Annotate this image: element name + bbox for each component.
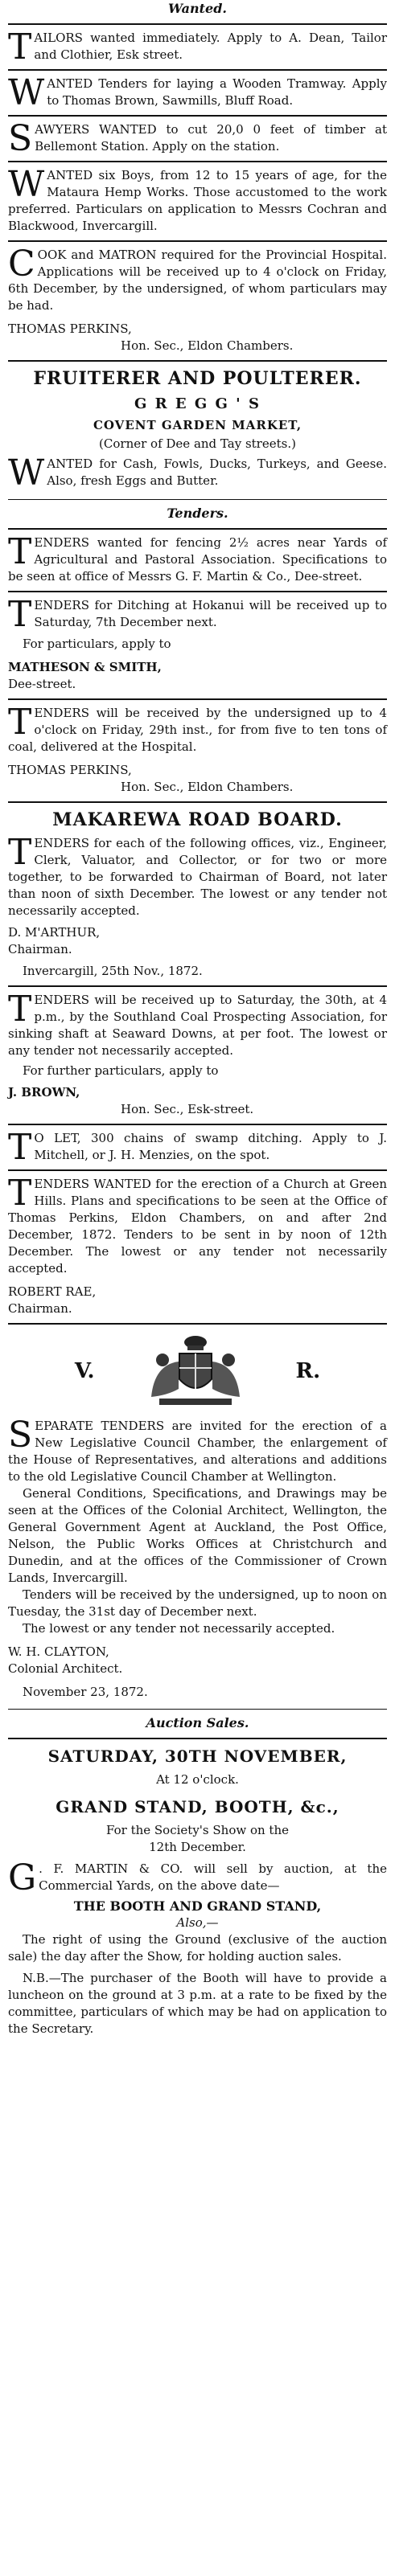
drop-cap: C — [8, 244, 35, 285]
gregg-name: G R E G G ' S — [134, 395, 261, 412]
crest-letter-r: R. — [295, 1358, 321, 1383]
ad-makarewa — [8, 808, 387, 980]
ad-coal-hospital — [8, 702, 387, 796]
ad-ditching — [8, 594, 387, 693]
ad-fencing — [8, 531, 387, 585]
ad-seaward-coal — [8, 989, 387, 1118]
ad-paragraph: General Conditions, Specifications, and Drawings may be seen at the Offices of the Colonial Architect, Wellington, the General Government Agent at Auckland, the Post Office, Nelson, the Public Works Offices at Christchurch and Dunedin, and at the offices of the Commissioner of Crown Lands, Invercargill. — [8, 1486, 387, 1585]
signature-name: ROBERT RAE, — [8, 1284, 97, 1299]
drop-cap: T — [8, 1173, 32, 1214]
gregg-market: COVENT GARDEN MARKET, — [93, 418, 302, 432]
divider — [8, 240, 387, 242]
signature-name: D. M'ARTHUR, — [8, 925, 101, 940]
drop-cap: T — [8, 27, 32, 68]
divider — [8, 1124, 387, 1125]
drop-cap: T — [8, 594, 32, 635]
wanted-heading: Wanted. — [168, 1, 227, 16]
ad-text: ENDERS for each of the following offices, viz., Engineer, Clerk, Valuator, and Collector, or for two or more together, to be forwarded to Chairman of Board, not later than noon of sixth December. The lowest or any tender not necessarily accepted. — [8, 836, 387, 918]
ad-cook-matron — [8, 244, 387, 354]
ad-text: AILORS wanted immediately. Apply to A. Dean, Tailor and Clothier, Esk street. — [34, 31, 387, 62]
divider — [8, 591, 387, 592]
signature-title: Hon. Sec., Eldon Chambers. — [121, 780, 294, 794]
signature-title: Hon. Sec., Esk-street. — [121, 1102, 254, 1116]
divider — [8, 115, 387, 117]
divider — [8, 69, 387, 71]
drop-cap: W — [8, 164, 45, 205]
divider — [8, 698, 387, 700]
signature-title: Chairman. — [8, 942, 72, 956]
ad-to-let — [8, 1127, 387, 1168]
ad-text: ENDERS wanted for fencing 2½ acres near Yards of Agricultural and Pastoral Association. Specifications to be seen at office of Messrs G. F. Martin & Co., Dee-street. — [8, 535, 387, 584]
ad-text: EPARATE TENDERS are invited for the erection of a New Legislative Council Chamber, the enlargement of the House of Representatives, and alterations and additions to the old Legislative Council Chamber at Wellington. — [8, 1419, 387, 1484]
auction-title: GRAND STAND, BOOTH, &c., — [56, 1797, 339, 1816]
signature-name: W. H. CLAYTON, — [8, 1644, 109, 1659]
auction-also: Also,— — [176, 1915, 219, 1930]
ad-paragraph: N.B.—The purchaser of the Booth will have to provide a luncheon on the ground at 3 p.m. at a rate to be fixed by the committee, particulars of which may be had on application to the Secretary. — [8, 1971, 387, 2036]
drop-cap: T — [8, 832, 32, 873]
dateline: November 23, 1872. — [23, 1685, 148, 1699]
divider — [8, 985, 387, 987]
ad-tramway — [8, 72, 387, 113]
ad-text: ANTED Tenders for laying a Wooden Tramway. Apply to Thomas Brown, Sawmills, Bluff Road. — [47, 76, 387, 108]
drop-cap: S — [8, 118, 33, 159]
tenders-heading: Tenders. — [167, 506, 228, 521]
ad-paragraph: Tenders will be received by the undersigned, up to noon on Tuesday, the 31st day of December next. — [8, 1587, 387, 1619]
drop-cap: T — [8, 989, 32, 1030]
ad-text: ANTED six Boys, from 12 to 15 years of age, for the Mataura Hemp Works. Those accustomed to the work preferred. Particulars on application to Messrs Cochran and Blackwood, Invercargill. — [8, 168, 387, 233]
divider — [8, 1738, 387, 1739]
drop-cap: S — [8, 1415, 33, 1456]
gregg-title: FRUITERER AND POULTERER. — [33, 368, 362, 389]
gregg-corner: (Corner of Dee and Tay streets.) — [99, 436, 296, 451]
ad-text: ENDERS WANTED for the erection of a Church at Green Hills. Plans and specifications to be seen at the Office of Thomas Perkins, Eldon Chambers, on and after 2nd December, 1872. Tenders to be sent in by noon of 12th December. The lowest or any tender not necessarily accepted. — [8, 1177, 387, 1276]
ad-text: . F. MARTIN & CO. will sell by auction, at the Commercial Yards, on the above date— — [39, 1861, 387, 1893]
ad-text: ENDERS will be received up to Saturday, the 30th, at 4 p.m., by the Southland Coal Prospecting Association, for sinking shaft at Seaward Downs, at per foot. The lowest or any tender not necessarily accepted. — [8, 993, 387, 1058]
signature-title: Chairman. — [8, 1301, 72, 1316]
ad-church — [8, 1173, 387, 1317]
drop-cap: T — [8, 702, 32, 743]
ad-tailors — [8, 27, 387, 68]
auction-date: SATURDAY, 30TH NOVEMBER, — [47, 1747, 348, 1766]
crest-letter-v: V. — [74, 1358, 95, 1383]
divider — [8, 1169, 387, 1171]
ad-auction-grandstand — [8, 1744, 387, 2037]
auction-time: At 12 o'clock. — [156, 1772, 239, 1787]
drop-cap: T — [8, 1127, 32, 1168]
ad-paragraph: The lowest or any tender not necessarily accepted. — [23, 1621, 335, 1636]
divider — [8, 528, 387, 530]
ad-line: For further particulars, apply to — [23, 1063, 219, 1078]
divider — [8, 1323, 387, 1325]
ad-paragraph: The right of using the Ground (exclusive of the auction sale) the day after the Show, for holding auction sales. — [8, 1932, 387, 1964]
ad-text: ANTED for Cash, Fowls, Ducks, Turkeys, and Geese. Also, fresh Eggs and Butter. — [47, 457, 387, 488]
signature-name: J. BROWN, — [8, 1085, 80, 1100]
drop-cap: W — [8, 72, 45, 113]
makarewa-title: MAKAREWA ROAD BOARD. — [52, 809, 343, 830]
royal-coat-of-arms-icon — [143, 1333, 248, 1410]
ad-text: O LET, 300 chains of swamp ditching. Apply to J. Mitchell, or J. H. Menzies, on the spot. — [34, 1131, 387, 1162]
divider — [8, 801, 387, 803]
drop-cap: W — [8, 453, 45, 493]
ad-text: AWYERS WANTED to cut 20,0 0 feet of timber at Bellemont Station. Apply on the station. — [35, 122, 387, 154]
ad-line: For particulars, apply to — [23, 637, 171, 651]
ad-text: ENDERS for Ditching at Hokanui will be received up to Saturday, 7th December next. — [34, 598, 387, 629]
signature-title: Colonial Architect. — [8, 1661, 123, 1676]
auction-booth: THE BOOTH AND GRAND STAND, — [73, 1898, 322, 1914]
ad-text: OOK and MATRON required for the Provincial Hospital. Applications will be received up to 4 o'clock on Friday, 6th December, by the undersigned, of whom particulars may be had. — [8, 248, 387, 313]
signature-title: Hon. Sec., Eldon Chambers. — [121, 338, 294, 353]
ad-legislative-council — [8, 1333, 387, 1701]
ad-gregg — [8, 367, 387, 493]
drop-cap: T — [8, 531, 32, 572]
ad-boys — [8, 164, 387, 235]
ad-text: ENDERS will be received by the undersigned up to 4 o'clock on Friday, 29th inst., for from five to ten tons of coal, delivered at the Hospital. — [8, 706, 387, 754]
royal-crest-row — [8, 1333, 387, 1410]
divider — [8, 23, 387, 25]
auction-show-line: For the Society's Show on the — [106, 1823, 289, 1837]
signature-address: Dee-street. — [8, 677, 76, 691]
signature-name: MATHESON & SMITH, — [8, 660, 162, 674]
auction-show-date: 12th December. — [149, 1840, 246, 1854]
dateline: Invercargill, 25th Nov., 1872. — [23, 964, 203, 978]
auction-heading: Auction Sales. — [146, 1715, 249, 1730]
signature-name: THOMAS PERKINS, — [8, 321, 132, 336]
divider — [8, 1709, 387, 1710]
ad-sawyers — [8, 118, 387, 159]
divider — [8, 360, 387, 362]
divider — [8, 499, 387, 500]
signature-name: THOMAS PERKINS, — [8, 763, 132, 777]
drop-cap: G — [8, 1857, 37, 1898]
divider — [8, 161, 387, 162]
